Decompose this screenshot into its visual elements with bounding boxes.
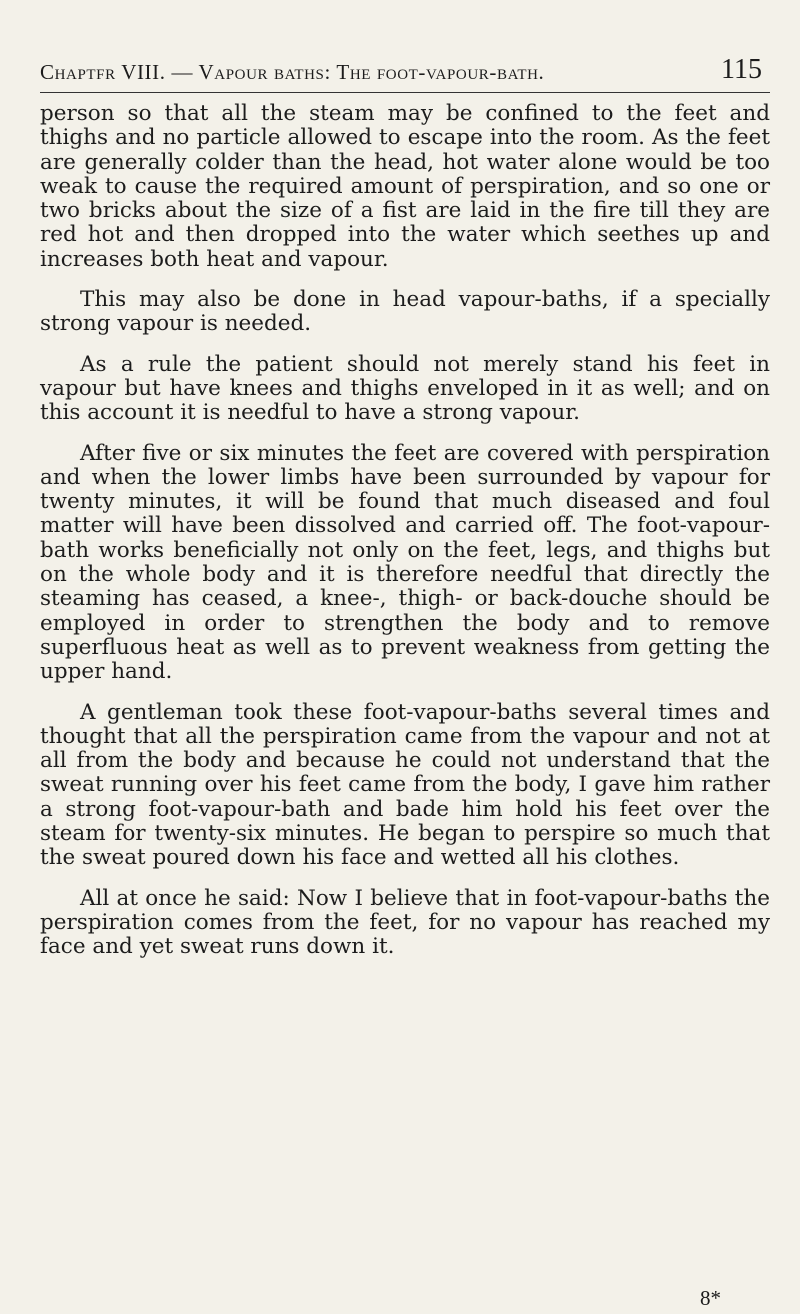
paragraph-gentleman: A gentleman took these foot-vapour-baths several times and thought that all the perspiration came from the vapour and not at all from the body and because he could not understand that the sweat running over his feet came from the body, I gave him rather a strong foot-vapour-bath and bade him hold his feet over the steam for twenty-six minutes. He began to perspire so much that the sweat poured down his face and wetted all his clothes. [40,699,770,871]
running-head [40,48,770,98]
signature-mark: 8* [700,1286,721,1310]
paragraph-all-at-once: All at once he said: Now I believe that in foot-vapour-baths the perspiration comes from the feet, for no vapour has reached my face and yet sweat runs down it. [40,885,770,960]
page-number: 115 [721,54,762,85]
paragraph-head-vapour-baths: This may also be done in head vapour-baths, if a specially strong vapour is needed. [40,287,770,337]
paragraph-rule: As a rule the patient should not merely stand his feet in vapour but have knees and thighs enveloped in it as well; and on this account it is needful to have a strong vapour. [40,351,770,426]
body-text [40,102,770,960]
chapter-heading: Chaptfr VIII. — Vapour baths: The foot-vapour-bath. [40,60,545,84]
header-rule [40,92,770,93]
paragraph-after-five-minutes: After five or six minutes the feet are covered with perspiration and when the lower limbs have been surrounded by vapour for twenty minutes, it will be found that much diseased and foul matter will have been dissolved and carried off. The foot-vapour-bath works beneficially not only on the feet, legs, and thighs but on the whole body and it is therefore needful that directly the steaming has ceased, a knee-, thigh- or back-douche should be employed in order to strengthen the body and to remove superfluous heat as well as to prevent weakness from getting the upper hand. [40,440,770,685]
paragraph-continued: person so that all the steam may be confined to the feet and thighs and no particle allowed to escape into the room. As the feet are generally colder than the head, hot water alone would be too weak to cause the required amount of perspiration, and so one or two bricks about the size of a fist are laid in the fire till they are red hot and then dropped into the water which seethes up and increases both heat and vapour. [40,101,770,272]
